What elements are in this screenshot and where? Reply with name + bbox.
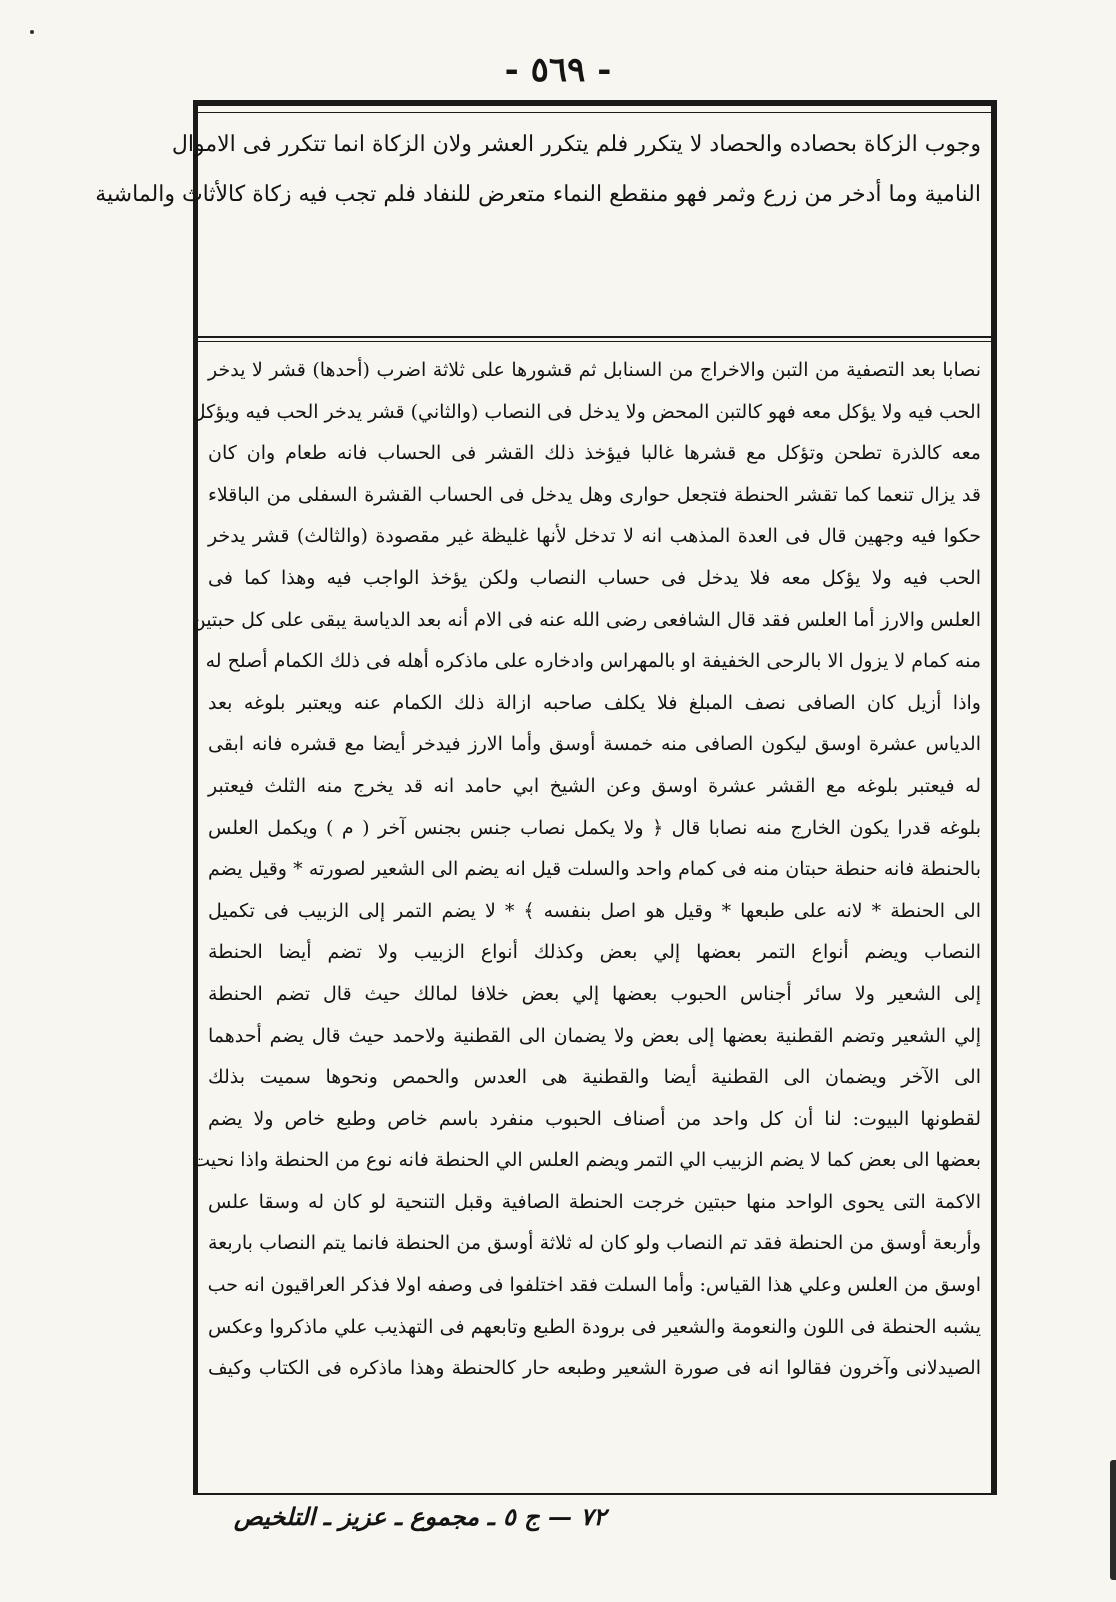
main-line: حكوا فيه وجهين قال فى العدة المذهب انه لا تدخل لأنها غليظة غير مقصودة (والثالث) قشر يدخر [208, 525, 981, 548]
main-line: الدياس عشرة اوسق ليكون الصافى منه خمسة أوسق وأما الارز فيدخر أيضا مع قشره فانه ابقى [208, 733, 981, 756]
main-line: بالحنطة فانه حنطة حبتان منه فى كمام واحد والسلت قيل انه يضم الى الشعير لصورته * وقيل يضم [208, 858, 981, 881]
main-line: الى الحنطة * لانه على طبعها * وقيل هو اصل بنفسه ﴾ * لا يضم التمر إلى الزبيب فى تكميل [208, 899, 981, 922]
main-line: إلي الشعير وتضم القطنية بعضها إلى بعض ولا يضمان الى القطنية ولاحمد حيث قال يضم أحدهما [208, 1024, 981, 1047]
main-line: يشبه الحنطة فى اللون والنعومة والشعير فى برودة الطبع وتابعهم فى التهذيب علي ماذكروا وعكس [208, 1315, 981, 1338]
main-line: قد يزال تنعما كما تقشر الحنطة فتجعل حوارى وهل يدخل فى الحساب القشرة السفلى من الباقلاء [208, 483, 981, 506]
main-line: الحب فيه ولا يؤكل معه فهو كالتبن المحض ولا يدخل فى النصاب (والثاني) قشر يدخر الحب فيه ويؤكل [191, 400, 981, 423]
scan-speck [30, 30, 34, 34]
frame-inner-rule [198, 112, 991, 113]
main-line: الحب فيه ولا يؤكل معه فلا يدخل فى حساب النصاب ولكن يؤخذ الواجب فيه وهذا كما فى [208, 566, 981, 589]
main-line: النصاب ويضم أنواع التمر بعضها إلي بعض وكذلك أنواع الزبيب ولا تضم أيضا الحنطة [208, 941, 981, 964]
scan-edge-mark [1110, 1460, 1116, 1580]
main-line: بلوغه قدرا يكون الخارج منه نصابا قال ﴿ ولا يكمل نصاب جنس بجنس آخر ( م ) ويكمل العلس [208, 816, 981, 839]
main-line: الاكمة التى يحوى الواحد منها حبتين خرجت الحنطة الصافية وقبل التنحية لو كان له وسقا علس [208, 1190, 981, 1213]
text-frame [95, 100, 997, 1495]
main-line: الى الآخر ويضمان الى القطنية أيضا والقطنية هى العدس والحمص ونحوها سميت بذلك [208, 1066, 981, 1089]
section-divider-thin [198, 341, 991, 342]
main-line: الصيدلانى وآخرون فقالوا انه فى صورة الشعير وطبعه حار كالحنطة وهذا ماذكره فى الكتاب وكيف [208, 1357, 981, 1380]
main-line: منه كمام لا يزول الا بالرحى الخفيفة او بالمهراس وادخاره على ماذكره أهله فى ذلك الكمام أصلح له [205, 650, 981, 673]
main-line: معه كالذرة تطحن وتؤكل مع قشرها غالبا فيؤخذ ذلك القشر فى الحساب فانه طعام وان كان [208, 442, 981, 465]
main-line: اوسق من العلس وعلي هذا القياس: وأما السلت فقد اختلفوا فى وصفه اولا فذكر العراقيون انه حب [207, 1274, 981, 1297]
upper-text-section [95, 120, 991, 328]
main-line: له فيعتبر بلوغه مع القشر عشرة اوسق وعن الشيخ ابي حامد انه قد يخرج منه الثلث فيعتبر [208, 774, 981, 797]
main-line: لقطونها البيوت: لنا أن كل واحد من أصناف الحبوب منفرد باسم خاص وطبع خاص ولا يضم [208, 1107, 981, 1130]
main-line: واذا أزيل كان الصافى نصف المبلغ فلا يكلف صاحبه ازالة ذلك الكمام عنه ويعتبر بلوغه بعد [208, 691, 981, 714]
main-line: إلى الشعير ولا سائر أجناس الحبوب بعضها إلي بعض خلافا لمالك حيث قال تضم الحنطة [208, 982, 981, 1005]
main-text-section [191, 350, 991, 1493]
main-line: نصابا بعد التصفية من التبن والاخراج من السنابل ثم قشورها على ثلاثة اضرب (أحدها) قشر لا يدخر [208, 359, 981, 381]
main-line: وأربعة أوسق من الحنطة فقد تم النصاب ولو كان له ثلاثة أوسق من الحنطة فانما يتم النصاب باربعة [208, 1232, 981, 1255]
main-line: العلس والارز أما العلس فقد قال الشافعى رضى الله عنه فى الام أنه بعد الدياسة يبقى على كل حبتين [191, 608, 981, 631]
upper-line: وجوب الزكاة بحصاده والحصاد لا يتكرر فلم يتكرر العشر ولان الزكاة انما تتكرر فى الاموال [171, 132, 981, 157]
print-signature: ٧٢ — ج ٥ ـ مجموع ـ عزيز ـ التلخيص [233, 1502, 607, 1531]
main-line: بعضها الى بعض كما لا يضم الزبيب الي التمر ويضم العلس الي الحنطة فانه نوع من الحنطة واذا نحيت [192, 1149, 981, 1172]
page-number: - ٥٦٩ - [504, 50, 612, 90]
section-divider [198, 336, 991, 338]
upper-line: النامية وما أدخر من زرع وثمر فهو منقطع النماء متعرض للنفاد فلم تجب فيه زكاة كالأثاث والماشية [95, 182, 981, 207]
